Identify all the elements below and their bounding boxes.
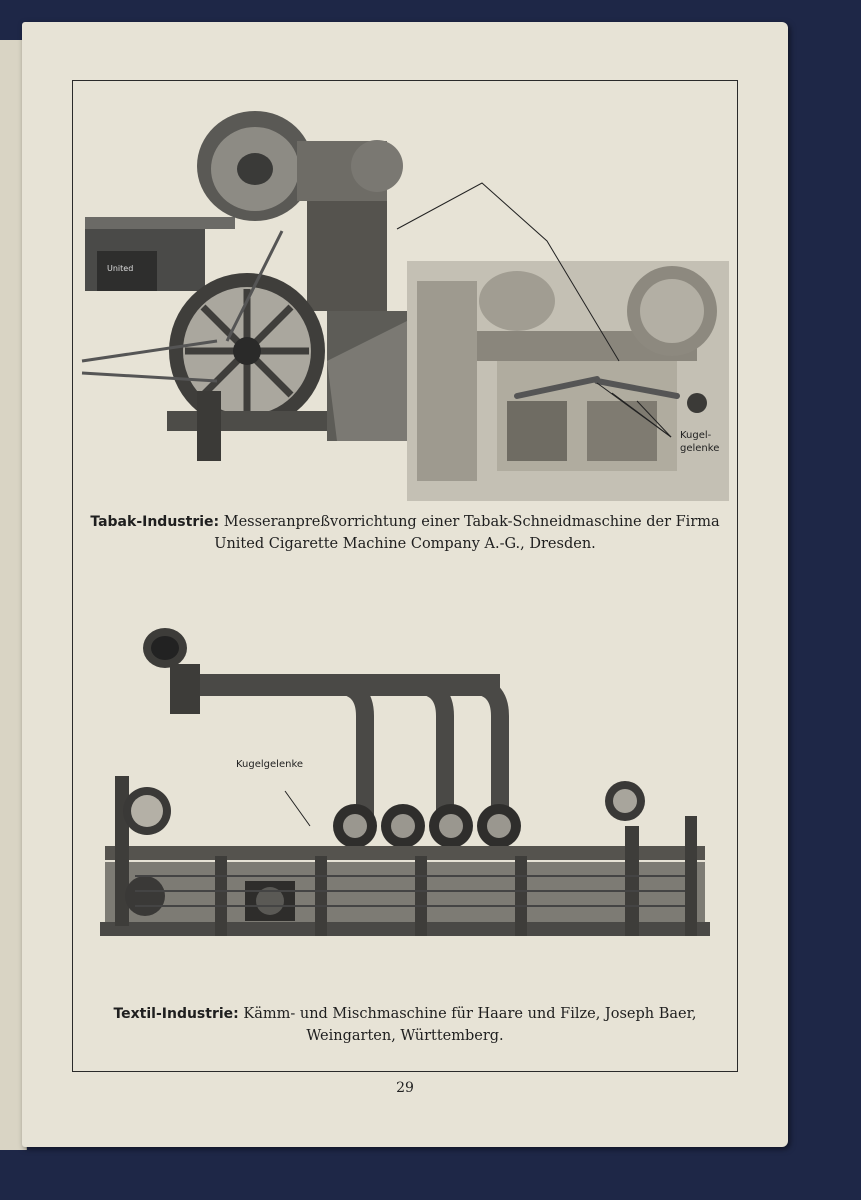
figure2-caption-text: Kämm- und Mischmaschine für Haare und Filze, Joseph Baer, Weingarten, Württemberg. [243, 1006, 697, 1044]
figure2-caption-lead: Textil-Industrie: [113, 1006, 239, 1022]
ball-joint-label-line2: gelenke [680, 443, 720, 454]
figure1-caption-text: Messeranpreßvorrichtung einer Tabak-Schneidmaschine der Firma United Cigarette Machine Company A.-G., Dresden. [214, 514, 720, 552]
ball-joint-label-1 [680, 429, 719, 455]
ball-joint-label-line1: Kugel- [680, 430, 712, 441]
textile-machine-photo [85, 626, 725, 946]
document-page [22, 22, 788, 1147]
figure1-caption [73, 511, 737, 555]
ball-joint-label-2: Kugelgelenke [236, 759, 304, 770]
machine-nameplate: United [107, 264, 134, 273]
figure1-caption-lead: Tabak-Industrie: [90, 514, 220, 530]
tobacco-machine-photo [77, 111, 729, 501]
figure2-caption [73, 1003, 737, 1047]
page-frame [72, 80, 738, 1072]
page-number: 29 [396, 1080, 414, 1096]
